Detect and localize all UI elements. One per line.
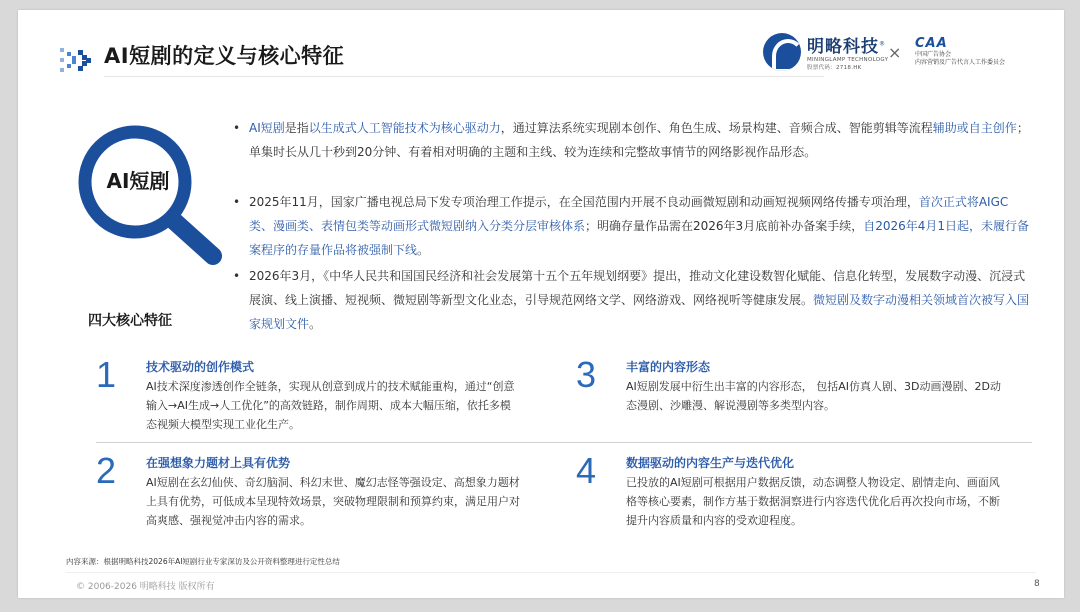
bullet-2-seg-3: ；明确存量作品需在2026年3月底前补办备案手续，	[585, 219, 864, 233]
mininglamp-logo-name: 明略科技	[807, 37, 879, 57]
caa-logo-abbr: CAA	[915, 36, 948, 51]
feature-title: 技术驱动的创作模式	[146, 360, 255, 374]
bullet-planning	[231, 264, 1031, 338]
bullet-1-seg-6: ；单集时长从几十秒到20分钟、有着相对明确的主题和主线、较为连续和完整故事情节的网络影视作品形态。	[249, 121, 1029, 159]
mininglamp-logo	[763, 32, 888, 71]
feature-number: 4	[576, 450, 597, 491]
bullet-2-seg-5: 。	[417, 243, 430, 257]
caa-logo-line1: 中国广告协会	[915, 51, 952, 58]
bullet-3-seg-3: 。	[309, 317, 322, 331]
feature-title: 丰富的内容形态	[626, 360, 711, 374]
feature-number: 2	[96, 450, 117, 491]
bullet-1-seg-2: 是指	[284, 121, 309, 135]
mininglamp-logo-sub2: 股票代码：2718.HK	[807, 65, 862, 71]
registered-mark: ®	[879, 40, 885, 48]
caa-logo	[915, 36, 1005, 67]
mininglamp-logo-sub1: MININGLAMP TECHNOLOGY	[807, 57, 889, 63]
bullet-1-seg-5: 辅助或自主创作	[932, 121, 1017, 135]
bullet-2-seg-4: 自2026年4月1日起，未履行备案程序的存量作品将被强制下线	[249, 219, 1030, 257]
feature-body: AI短剧发展中衍生出丰富的内容形态， 包括AI仿真人剧、3D动画漫剧、2D动态漫剧、沙雕漫、解说漫剧等多类型内容。	[626, 380, 1001, 412]
footer-divider	[66, 572, 1036, 573]
caa-logo-line2: 内容营销及广告代言人工作委员会	[915, 59, 1006, 66]
bullet-2-seg-2: 首次正式将AIGC类、漫画类、表情包类等动画形式微短剧纳入分类分层审核体系	[249, 195, 1009, 233]
bullet-1-seg-3: 以生成式人工智能技术为核心驱动力	[308, 121, 501, 135]
page-number: 8	[1034, 579, 1040, 589]
slide	[18, 10, 1064, 598]
feature-number: 1	[96, 354, 117, 395]
features-divider	[96, 442, 1032, 443]
bullet-2-seg-1: 2025年11月，国家广播电视总局下发专项治理工作提示，在全国范围内开展不良动画微短剧和动画短视频网络传播专项治理，	[249, 195, 919, 209]
chevron-arrows-icon	[58, 40, 98, 80]
page-title: AI短剧的定义与核心特征	[104, 44, 345, 68]
feature-body: AI短剧在玄幻仙侠、奇幻脑洞、科幻末世、魔幻志怪等强设定、高想象力题材上具有优势，可低成本呈现特效场景，突破物理限制和预算约束，满足用户对高爽感、强视觉冲击内容的需求。	[146, 476, 520, 527]
definition-bullets	[231, 116, 1031, 338]
feature-body: 已投放的AI短剧可根据用户数据反馈，动态调整人物设定、剧情走向、画面风格等核心要素，制作方基于数据洞察进行内容迭代优化后再次投向市场，不断提升内容质量和内容的受欢迎程度。	[626, 476, 1000, 527]
magnifier-label: AI短剧	[106, 169, 170, 193]
magnifier-icon	[73, 120, 233, 270]
bullet-regulation	[231, 190, 1031, 264]
feature-number: 3	[576, 354, 597, 395]
logo-separator: ×	[888, 43, 902, 62]
feature-title: 数据驱动的内容生产与迭代优化	[626, 456, 795, 470]
features-section-title: 四大核心特征	[88, 313, 172, 329]
feature-title: 在强想象力题材上具有优势	[146, 456, 291, 470]
bullet-1-seg-4: ，通过算法系统实现剧本创作、角色生成、场景构建、音频合成、智能剪辑等流程	[500, 121, 933, 135]
title-underline	[104, 76, 824, 77]
bullet-3-seg-2: 微短剧及数字动漫相关领域首次被写入国家规划文件	[249, 293, 1030, 331]
source-note: 内容来源：根据明略科技2026年AI短剧行业专家深访及公开资料整理进行定性总结	[66, 557, 340, 566]
mininglamp-logo-mark	[763, 33, 801, 71]
bullet-3-seg-1: 2026年3月，《中华人民共和国国民经济和社会发展第十五个五年规划纲要》提出，推动文化建设数智化赋能、信息化转型，发展数字动漫、沉浸式展演、线上演播、短视频、微短剧等新型文化业态，引导规范网络文学、网络游戏、网络视听等健康发展。	[249, 269, 1026, 307]
bullet-definition	[231, 116, 1031, 190]
bullet-1-seg-1: AI短剧	[249, 121, 285, 135]
copyright: © 2006-2026 明略科技 版权所有	[76, 582, 215, 592]
feature-body: AI技术深度渗透创作全链条，实现从创意到成片的技术赋能重构，通过“创意输入→AI生成→人工优化”的高效链路，制作周期、成本大幅压缩，依托多模态视频大模型实现工业化生产。	[146, 380, 515, 431]
